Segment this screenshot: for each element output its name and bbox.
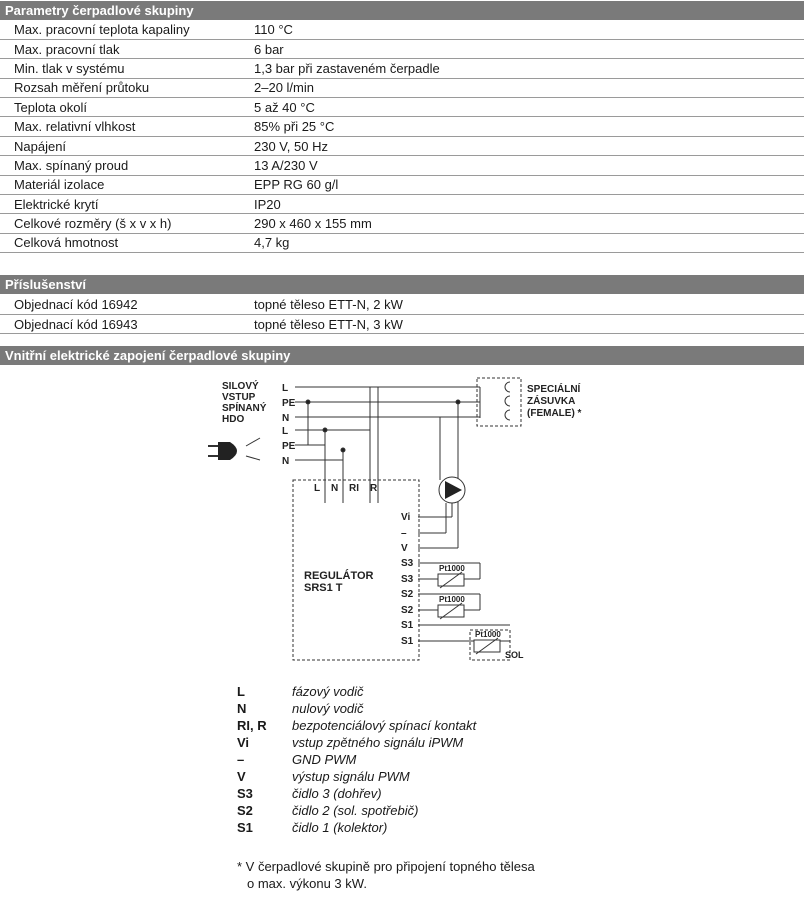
legend-code: N (237, 701, 247, 716)
parameters-row (0, 20, 804, 39)
accessories-label: Objednací kód 16943 (0, 314, 240, 333)
legend-desc: čidlo 3 (dohřev) (292, 786, 382, 801)
parameters-value: 5 až 40 °C (240, 98, 804, 117)
accessories-header: Příslušenství (0, 275, 804, 294)
legend-desc: výstup signálu PWM (292, 769, 410, 784)
parameters-label: Max. pracovní tlak (0, 39, 240, 58)
sensor-s2 (438, 595, 465, 619)
parameters-value: EPP RG 60 g/l (240, 175, 804, 194)
parameters-table (0, 20, 804, 253)
side-terminal-1: – (401, 528, 407, 539)
parameters-label: Materiál izolace (0, 175, 240, 194)
reg-terminal-top-3: R (370, 483, 378, 494)
parameters-row (0, 136, 804, 155)
legend-item (237, 751, 476, 768)
parameters-label: Max. spínaný proud (0, 156, 240, 175)
sol-label: SOL (505, 650, 524, 660)
legend-item (237, 768, 476, 785)
side-terminal-7: S1 (401, 620, 414, 631)
reg-terminal-top-0: L (314, 483, 321, 494)
parameters-row (0, 195, 804, 214)
legend-code: Vi (237, 735, 250, 750)
parameters-row (0, 233, 804, 252)
legend-item (237, 802, 476, 819)
parameters-value: 85% při 25 °C (240, 117, 804, 136)
wire-N1: N (282, 413, 290, 424)
parameters-label: Min. tlak v systému (0, 59, 240, 78)
side-terminal-0: Vi (401, 512, 411, 523)
supply-label-2: SPÍNANÝ (222, 403, 267, 414)
accessories-table (0, 295, 804, 334)
sensor-s1-label: Pt1000 (475, 630, 501, 639)
sensor-s1 (474, 630, 501, 654)
parameters-label: Celková hmotnost (0, 233, 240, 252)
accessories-value: topné těleso ETT-N, 3 kW (240, 314, 804, 333)
parameters-value: 4,7 kg (240, 233, 804, 252)
parameters-row (0, 59, 804, 78)
legend-desc: fázový vodič (292, 684, 364, 699)
legend-code: S2 (237, 803, 253, 818)
parameters-label: Max. pracovní teplota kapaliny (0, 20, 240, 39)
sensor-s3-label: Pt1000 (439, 564, 465, 573)
wiring-legend (237, 683, 476, 836)
legend-item (237, 785, 476, 802)
sensor-s2-label: Pt1000 (439, 595, 465, 604)
legend-code: V (237, 769, 246, 784)
wiring-diagram (200, 368, 600, 678)
parameters-row (0, 78, 804, 97)
reg-terminal-top-2: RI (349, 483, 359, 494)
legend-code: S1 (237, 820, 253, 835)
parameters-value: 230 V, 50 Hz (240, 136, 804, 155)
parameters-label: Max. relativní vlhkost (0, 117, 240, 136)
legend-item (237, 734, 476, 751)
accessories-value: topné těleso ETT-N, 2 kW (240, 295, 804, 314)
parameters-value: 290 x 460 x 155 mm (240, 214, 804, 233)
side-terminal-6: S2 (401, 605, 414, 616)
plug-icon (208, 442, 237, 460)
side-terminal-3: S3 (401, 558, 414, 569)
footnote (237, 858, 535, 892)
legend-code: L (237, 684, 245, 699)
legend-item (237, 819, 476, 836)
regulator-name-1: SRS1 T (304, 582, 343, 594)
parameters-header: Parametry čerpadlové skupiny (0, 1, 804, 20)
parameters-label: Elektrické krytí (0, 195, 240, 214)
socket-label-0: SPECIÁLNÍ (527, 384, 581, 395)
side-terminal-4: S3 (401, 574, 414, 585)
reg-terminal-top-1: N (331, 483, 339, 494)
footnote-line-2: o max. výkonu 3 kW. (247, 876, 367, 891)
parameters-value: 1,3 bar při zastaveném čerpadle (240, 59, 804, 78)
legend-code: S3 (237, 786, 253, 801)
parameters-label: Rozsah měření průtoku (0, 78, 240, 97)
accessories-row (0, 295, 804, 314)
sensor-s3 (438, 564, 465, 588)
special-socket (477, 378, 521, 426)
wire-L2: L (282, 426, 289, 437)
legend-item (237, 683, 476, 700)
legend-desc: čidlo 1 (kolektor) (292, 820, 388, 835)
side-terminal-8: S1 (401, 636, 414, 647)
legend-code: – (237, 752, 245, 767)
legend-code: RI, R (237, 718, 267, 733)
socket-contact-3 (505, 410, 510, 420)
wire-PE2: PE (282, 441, 296, 452)
parameters-row (0, 98, 804, 117)
parameters-row (0, 117, 804, 136)
parameters-value: 110 °C (240, 20, 804, 39)
legend-desc: čidlo 2 (sol. spotřebič) (292, 803, 419, 818)
parameters-row (0, 156, 804, 175)
legend-desc: vstup zpětného signálu iPWM (292, 735, 464, 750)
parameters-value: IP20 (240, 195, 804, 214)
legend-item (237, 700, 476, 717)
supply-label-0: SILOVÝ (222, 381, 259, 392)
pump-icon (439, 477, 465, 503)
wiring-header: Vnitřní elektrické zapojení čerpadlové skupiny (0, 346, 804, 365)
socket-label-2: (FEMALE) * (527, 408, 582, 419)
parameters-row (0, 39, 804, 58)
socket-contact-1 (505, 382, 510, 392)
regulator-name-0: REGULÁTOR (304, 570, 374, 582)
legend-desc: bezpotenciálový spínací kontakt (292, 718, 477, 733)
parameters-label: Napájení (0, 136, 240, 155)
parameters-label: Teplota okolí (0, 98, 240, 117)
legend-desc: nulový vodič (292, 701, 364, 716)
wire-PE1: PE (282, 398, 296, 409)
wire-L1: L (282, 383, 289, 394)
supply-label-1: VSTUP (222, 392, 256, 403)
parameters-row (0, 214, 804, 233)
parameters-label: Celkové rozměry (š x v x h) (0, 214, 240, 233)
footnote-line-1: * V čerpadlové skupině pro připojení topného tělesa (237, 859, 535, 874)
parameters-row (0, 175, 804, 194)
parameters-value: 2–20 l/min (240, 78, 804, 97)
side-terminal-5: S2 (401, 589, 414, 600)
accessories-row (0, 314, 804, 333)
parameters-value: 13 A/230 V (240, 156, 804, 175)
legend-item (237, 717, 476, 734)
supply-label-3: HDO (222, 414, 245, 425)
accessories-label: Objednací kód 16942 (0, 295, 240, 314)
legend-desc: GND PWM (292, 752, 357, 767)
side-terminal-2: V (401, 543, 408, 554)
socket-label-1: ZÁSUVKA (527, 396, 576, 407)
parameters-value: 6 bar (240, 39, 804, 58)
socket-contact-2 (505, 396, 510, 406)
wire-N2: N (282, 456, 290, 467)
